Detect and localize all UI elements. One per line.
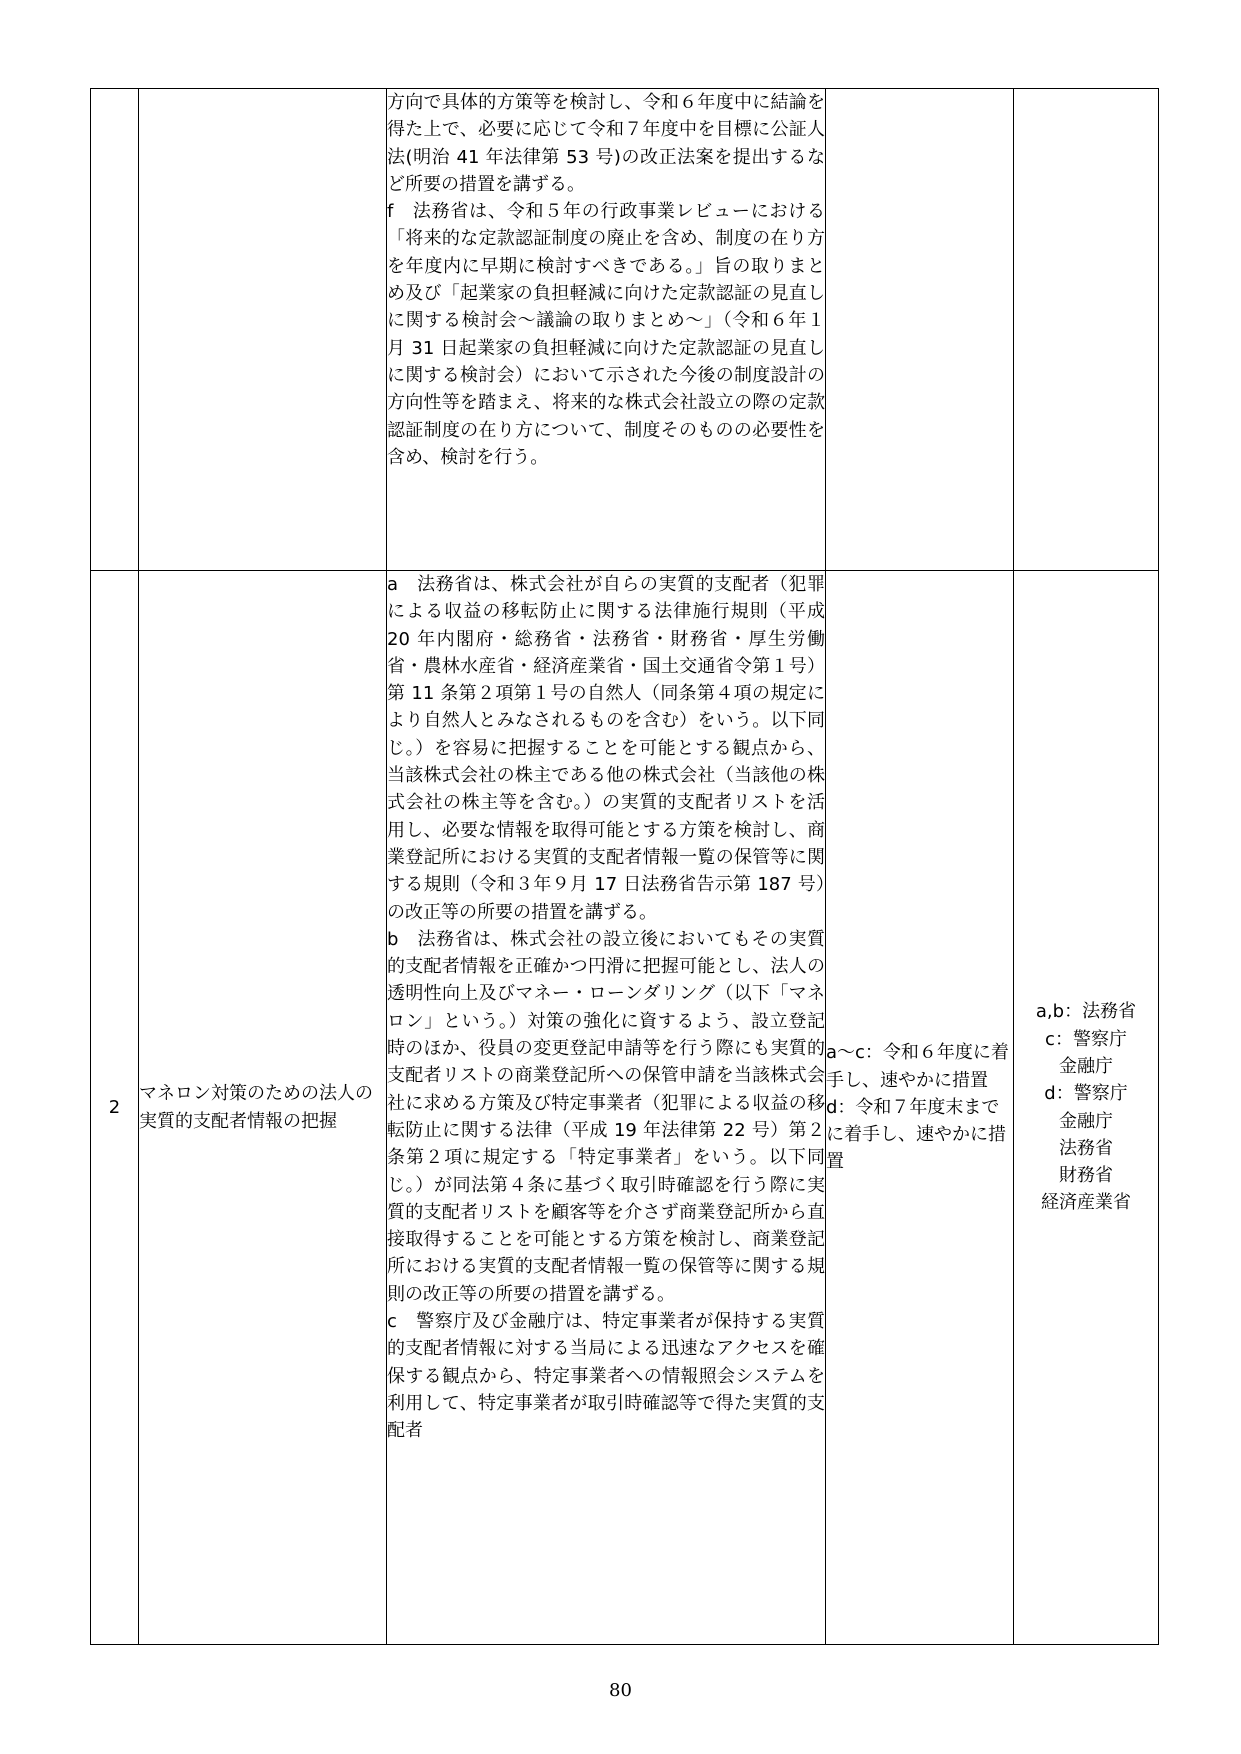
ministry-line: 財務省 (1059, 1165, 1113, 1187)
item-name-cell (139, 89, 387, 571)
measure-content-cell (387, 89, 826, 571)
ministry-line: 法務省 (1059, 1137, 1113, 1159)
ministry-line: a,b：法務省 (1035, 1001, 1137, 1023)
table-row (91, 571, 1159, 1645)
item-name-cell: マネロン対策のための法人の実質的支配者情報の把握 (139, 571, 387, 1645)
implementation-period-cell: a～c：令和６年度に着手し、速やかに措置 d：令和７年度末までに着手し、速やかに措置 (826, 571, 1014, 1645)
ministry-line: 金融庁 (1059, 1055, 1113, 1077)
implementation-period-cell (826, 89, 1014, 571)
measure-paragraph: b 法務省は、株式会社の設立後においてもその実質的支配者情報を正確かつ円滑に把握可能とし、法人の透明性向上及びマネー・ローンダリング（以下「マネロン」という。）対策の強化に資するよう、設立登記時のほか、役員の変更登記申請等を行う際にも実質的支配者リストの商業登記所への保管申請を当該株式会社に求める方策及び特定事業者（犯罪による収益の移転防止に関する法律（平成 19 年法律第 22 号）第２条第２項に規定する「特定事業者」をいう。以下同じ。）が同法第４条に基づく取引時確認を行う際に実質的支配者リストを顧客等を介さず商業登記所から直接取得することを可能とする方策を検討し、商業登記所における実質的支配者情報一覧の保管等に関する規則の改正等の所要の措置を講ずる。 (387, 928, 825, 1305)
ministry-line: 金融庁 (1059, 1110, 1113, 1132)
page-number: 80 (609, 1680, 632, 1701)
table-row (91, 89, 1159, 571)
measure-paragraph: c 警察庁及び金融庁は、特定事業者が保持する実質的支配者情報に対する当局による迅速なアクセスを確保する観点から、特定事業者への情報照会システムを利用して、特定事業者が取引時確認等で得た実質的支配者 (387, 1311, 825, 1442)
ministry-line: 経済産業省 (1041, 1192, 1131, 1214)
row-number-cell: 2 (91, 571, 139, 1645)
measure-paragraph: f 法務省は、令和５年の行政事業レビューにおける「将来的な定款認証制度の廃止を含め、制度の在り方を年度内に早期に検討すべきである。」旨の取りまとめ及び「起業家の負担軽減に向けた定款認証の見直しに関する検討会～議論の取りまとめ～」（令和６年１月 31 日起業家の負担軽減に向けた定款認証の見直しに関する検討会）において示された今後の制度設計の方向性等を踏まえ、将来的な株式会社設立の際の定款認証制度の在り方について、制度そのものの必要性を含め、検討を行う。 (387, 201, 825, 468)
measure-paragraph: 方向で具体的方策等を検討し、令和６年度中に結論を得た上で、必要に応じて令和７年度中を目標に公証人法(明治 41 年法律第 53 号)の改正法案を提出するなど所要の措置を講ずる。 (387, 92, 825, 195)
responsible-ministry-cell (1014, 571, 1159, 1645)
ministry-line: c：警察庁 (1045, 1028, 1127, 1050)
measure-content-cell (387, 571, 831, 1645)
measures-table (90, 88, 1159, 1645)
responsible-ministry-cell (1014, 89, 1159, 571)
row-number-cell (91, 89, 139, 571)
measure-paragraph: a 法務省は、株式会社が自らの実質的支配者（犯罪による収益の移転防止に関する法律施行規則（平成 20 年内閣府・総務省・法務省・財務省・厚生労働省・農林水産省・経済産業省・国土交通省令第１号）第 11 条第２項第１号の自然人（同条第４項の規定により自然人とみなされるものを含む）をいう。以下同じ。）を容易に把握することを可能とする観点から、当該株式会社の株主である他の株式会社（当該他の株式会社の株主等を含む。）の実質的支配者リストを活用し、必要な情報を取得可能とする方策を検討し、商業登記所における実質的支配者情報一覧の保管等に関する規則（令和３年９月 17 日法務省告示第 187 号）の改正等の所要の措置を講ずる。 (387, 574, 831, 923)
ministry-line: d：警察庁 (1044, 1083, 1128, 1105)
